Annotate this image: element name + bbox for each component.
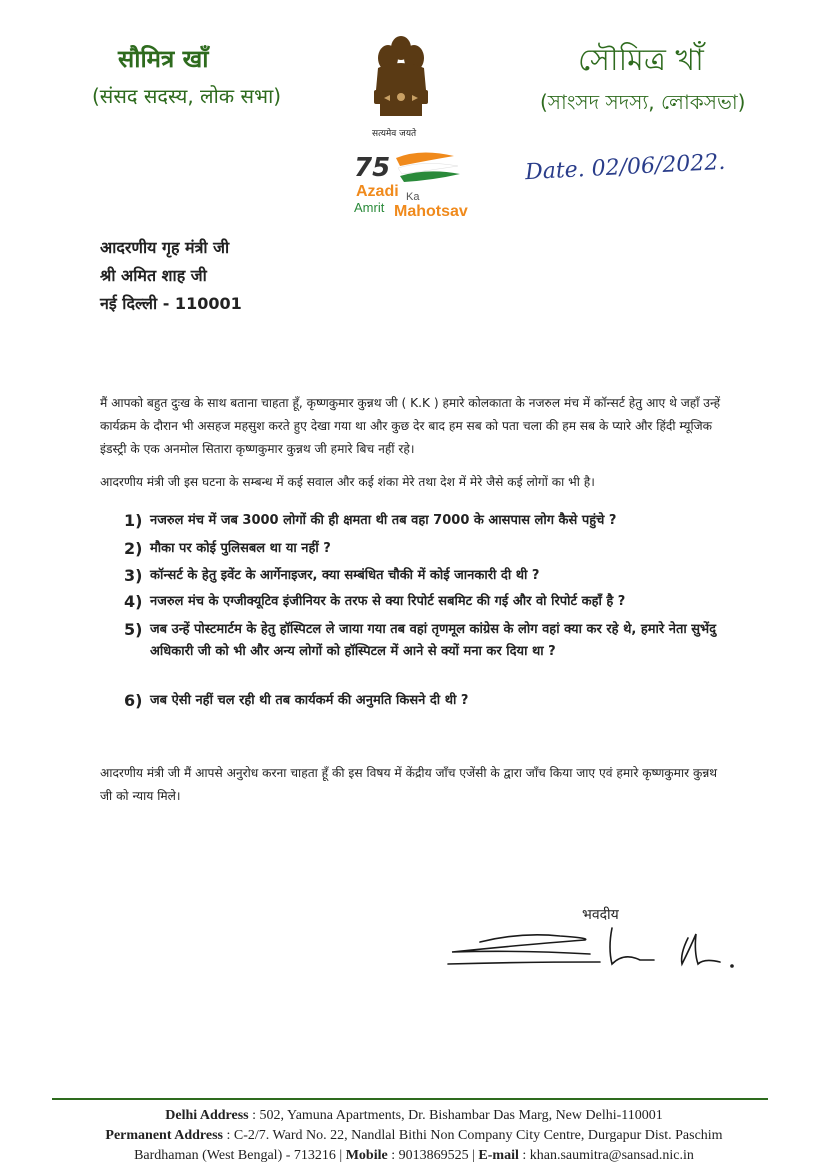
question-text: जब उन्हें पोस्टमार्टम के हेतु हॉस्पिटल ले जाया गया तब वहां तृणमूल कांग्रेस के लोग वहां क्या कर रहे थे, हमारे नेता सुभेंदु अधिकारी जी को भी और अन्य लोगों को हॉस्पिटल में आने से क्यों मना कर दिया था ? — [150, 622, 717, 659]
footer-address — [40, 1106, 788, 1166]
question-text: नजरुल मंच में जब 3000 लोगों की ही क्षमता थी तब वहा 7000 के आसपास लोग कैसे पहुंचे ? — [150, 513, 617, 528]
recipient-line-1: आदरणीय गृह मंत्री जी — [100, 238, 230, 257]
question-number: 4) — [124, 592, 143, 611]
azadi-logo-mahotsav: Mahotsav — [394, 203, 468, 220]
footer-permanent-line — [40, 1126, 788, 1146]
delhi-address-label: Delhi Address — [165, 1108, 249, 1123]
question-number: 2) — [124, 539, 143, 558]
delhi-address-value: : 502, Yamuna Apartments, Dr. Bishambar Das Marg, New Delhi-110001 — [248, 1108, 663, 1123]
email-value: : khan.saumitra@sansad.nic.in — [518, 1148, 694, 1163]
question-text: मौका पर कोई पुलिसबल था या नहीं ? — [150, 541, 331, 556]
emblem-motto: सत्यमेव जयते — [372, 129, 417, 139]
question-text: जब ऐसी नहीं चल रही थी तब कार्यकर्म की अनुमति किसने दी थी ? — [150, 693, 469, 708]
signoff: भवदीय — [582, 907, 619, 923]
recipient-line-2: श्री अमित शाह जी — [100, 266, 207, 285]
question-number: 1) — [124, 511, 143, 530]
question-number: 6) — [124, 691, 143, 710]
mp-name-bengali: সৌমিত্র খাঁ — [578, 43, 704, 78]
permanent-address-value: : C-2/7. Ward No. 22, Nandlal Bithi Non Company City Centre, Durgapur Dist. Paschim — [222, 1128, 723, 1143]
azadi-ka-amrit-mahotsav-logo — [350, 146, 480, 220]
body-paragraph-3: आदरणीय मंत्री जी मैं आपसे अनुरोध करना चाहता हूँ की इस विषय में केंद्रीय जाँच एजेंसी के द्वारा जाँच किया जाए एवं हमारे कृष्णकुमार कुन्नथ जी को न्याय मिले। — [100, 766, 718, 803]
email-label: E-mail — [478, 1148, 519, 1163]
question-item — [124, 538, 728, 560]
question-text: नजरुल मंच के एग्जीक्यूटिव इंजीनियर के तरफ से क्या रिपोर्ट सबमिट की गई और वो रिपोर्ट कहाँ है ? — [150, 594, 626, 609]
mobile-value: : 9013869525 — [387, 1148, 469, 1163]
mp-title-bengali: (সাংসদ সদস্য, লোকসভা) — [540, 90, 746, 114]
question-item — [124, 591, 728, 613]
mp-name-hindi: सौमित्र खाँ — [118, 45, 209, 73]
body-paragraph-2: आदरणीय मंत्री जी इस घटना के सम्बन्ध में कई सवाल और कई शंका मेरे तथा देश में मेरे जैसे कई लोगों का भी है। — [100, 475, 595, 489]
azadi-logo-75: 75 — [354, 153, 391, 183]
question-item — [124, 510, 728, 532]
footer-divider — [52, 1098, 768, 1100]
question-item — [124, 619, 728, 663]
azadi-logo-ka: Ka — [406, 191, 420, 203]
question-number: 5) — [124, 620, 143, 639]
azadi-logo-amrit: Amrit — [354, 200, 385, 215]
signature-icon — [440, 918, 740, 978]
azadi-logo-azadi: Azadi — [356, 183, 399, 200]
national-emblem-icon — [364, 28, 438, 138]
permanent-address-label: Permanent Address — [105, 1128, 223, 1143]
body-paragraph-1: मैं आपको बहुत दुःख के साथ बताना चाहता हूँ, कृष्णकुमार कुन्नथ जी ( K.K ) हमारे कोलकाता के नजरुल मंच में कॉन्सर्ट हेतु आए थे जहाँ उन्हें कार्यक्रम के दौरान भी असहज महसुश करते हुए देखा गया था और कुछ देर बाद हम सब को पता चला की हम सब के प्यारे और हिंदी म्यूजिक इंडस्ट्री के एक अनमोल सितारा कृष्णकुमार कुन्नथ जी हमारे बिच नहीं रहे। — [100, 396, 721, 456]
footer-delhi-line — [40, 1106, 788, 1126]
question-item — [124, 690, 728, 712]
question-text: कॉन्सर्ट के हेतु इवेंट के आर्गेनाइजर, क्या सम्बंधित चौकी में कोई जानकारी दी थी ? — [150, 568, 540, 583]
recipient-line-3: नई दिल्ली - 110001 — [100, 294, 242, 313]
letter-date: Date. 02/06/2022. — [524, 149, 726, 186]
mobile-label: Mobile — [345, 1148, 388, 1163]
footer-contact-line: Bardhaman (West Bengal) - 713216 | Mobile : 9013869525 | E-mail : khan.saumitra@sansad.nic.in — [134, 1148, 694, 1163]
mp-title-hindi: (संसद सदस्य, लोक सभा) — [92, 84, 282, 108]
question-number: 3) — [124, 566, 143, 585]
permanent-address-value-2: Bardhaman (West Bengal) - 713216 — [134, 1148, 336, 1163]
question-item — [124, 565, 728, 587]
